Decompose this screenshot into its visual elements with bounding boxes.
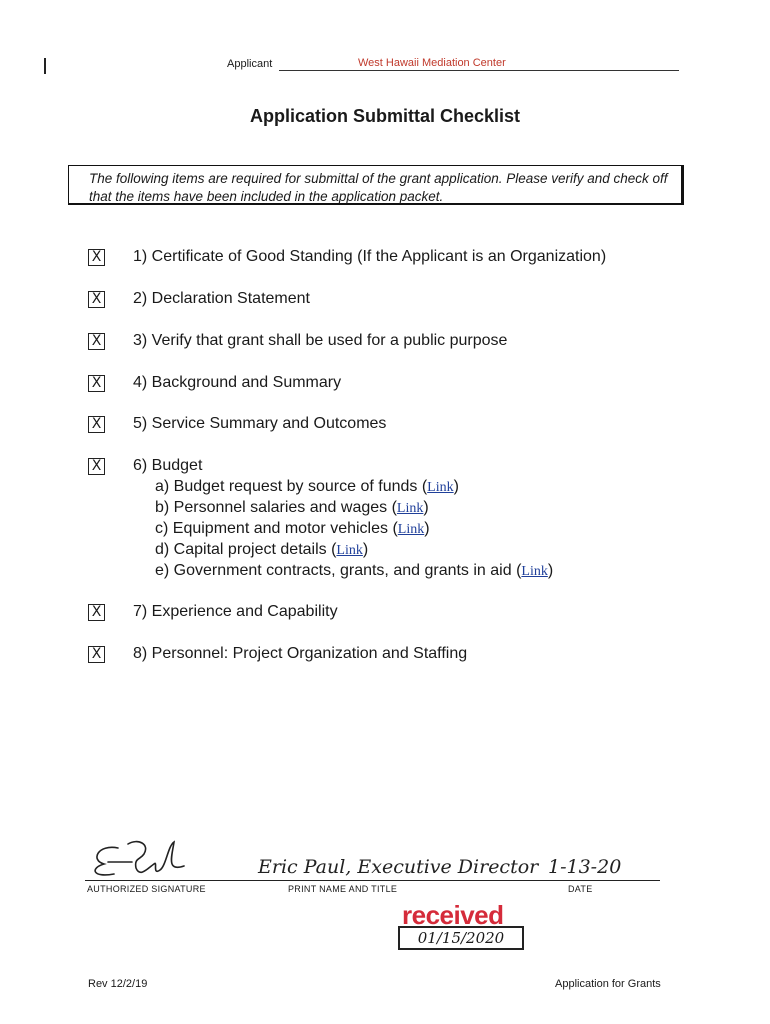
page-title: Application Submittal Checklist [249,106,521,126]
budget-subitem-e: e) Government contracts, grants, and grants in aid (Link) [155,562,554,579]
received-stamp: received [402,900,504,930]
budget-link-a[interactable]: Link [427,480,454,495]
budget-link-b[interactable]: Link [396,501,424,516]
checkbox-2[interactable]: X [88,291,105,308]
checklist-label: 2) Declaration Statement [133,290,310,307]
checklist-label: 5) Service Summary and Outcomes [133,415,387,432]
budget-subitem-d: d) Capital project details (Link) [155,541,369,558]
applicant-label: Applicant [227,58,273,70]
checkbox-6[interactable]: X [88,458,105,475]
subitem-label: d) Capital project details [155,541,327,558]
budget-link-d[interactable]: Link [336,543,363,558]
budget-subitem-a: a) Budget request by source of funds (Link) [155,478,459,495]
received-stamp-date: 01/15/2020 [398,926,524,950]
budget-link-c[interactable]: Link [397,522,425,537]
handwritten-signature [88,838,188,882]
applicant-name: West Hawaii Mediation Center [358,57,506,69]
budget-link-e[interactable]: Link [521,564,548,579]
checkbox-3[interactable]: X [88,333,105,350]
form-name: Application for Grants [555,978,661,990]
instructions-text: The following items are required for submittal of the grant application. Please verify and check off that the items have been included in the application packet. [89,171,668,204]
print-name-caption: PRINT NAME AND TITLE [288,884,398,894]
subitem-label: a) Budget request by source of funds [155,478,418,495]
subitem-label: e) Government contracts, grants, and grants in aid [155,562,512,579]
printed-name-handwritten: Eric Paul, Executive Director [258,856,539,878]
checkbox-7[interactable]: X [88,604,105,621]
date-caption: DATE [568,884,593,894]
checklist-label: 1) Certificate of Good Standing (If the Applicant is an Organization) [133,248,607,265]
checklist-label: 6) Budget [133,457,203,474]
checkbox-4[interactable]: X [88,375,105,392]
revision-note: Rev 12/2/19 [88,978,148,990]
budget-subitem-b: b) Personnel salaries and wages (Link) [155,499,429,516]
applicant-line [279,70,679,71]
subitem-label: c) Equipment and motor vehicles [155,520,388,537]
budget-subitem-c: c) Equipment and motor vehicles (Link) [155,520,430,537]
margin-mark [44,58,46,74]
date-handwritten: 1-13-20 [548,856,622,878]
checklist-label: 3) Verify that grant shall be used for a public purpose [133,332,508,349]
checkbox-5[interactable]: X [88,416,105,433]
signature-line [85,880,660,881]
authorized-signature-caption: AUTHORIZED SIGNATURE [87,884,206,894]
checklist-label: 7) Experience and Capability [133,603,338,620]
checkbox-8[interactable]: X [88,646,105,663]
instructions-box [68,165,684,205]
checkbox-1[interactable]: X [88,249,105,266]
subitem-label: b) Personnel salaries and wages [155,499,388,516]
checklist-label: 8) Personnel: Project Organization and Staffing [133,645,468,662]
checklist-label: 4) Background and Summary [133,374,342,391]
